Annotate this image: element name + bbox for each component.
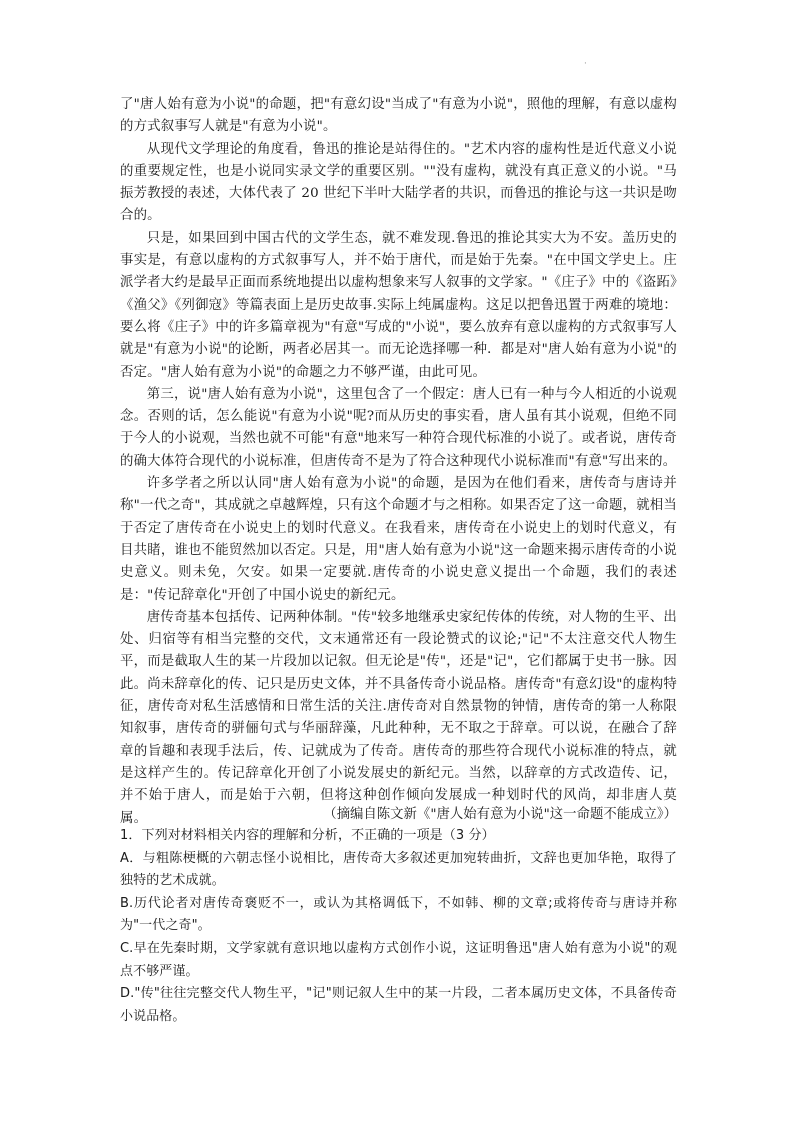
option-c: C.早在先秦时期，文学家就有意识地以虚构方式创作小说，这证明鲁迅"唐人始有意为小说"的观点不够严谨。 bbox=[120, 940, 677, 979]
article-body bbox=[120, 94, 677, 830]
article-paragraph: 唐传奇基本包括传、记两种体制。"传"较多地继承史家纪传体的传统，对人物的生平、出处、归宿等有相当完整的交代，文末通常还有一段论赞式的议论;"记"不太注意交代人物生平，而是截取人生的某一片段加以记叙。但无论是"传"，还是"记"，它们都属于史书一脉。因此。尚未辞章化的传、记只是历史文体，并不具备传奇小说品格。唐传奇"有意幻设"的虚构特征，唐传奇对私生活感情和日常生活的关注.唐传奇对自然景物的钟情，唐传奇的第一人称限知叙事，唐传奇的骈俪句式与华丽辞藻，凡此种种，无不取之于辞章。可以说，在融合了辞章的旨趣和表现手法后，传、记就成为了传奇。唐传奇的那些符合现代小说标准的特点，就是这样产生的。传记辞章化开创了小说发展史的新纪元。当然，以辞章的方式改造传、记，并不始于唐人，而是始于六朝，但将这种创作倾向发展成一种划时代的风尚，却非唐人莫属。 bbox=[120, 609, 677, 826]
article-source: （摘编自陈文新《"唐人始有意为小说"这一命题不能成立》） bbox=[323, 807, 677, 822]
article-paragraph: 只是，如果回到中国古代的文学生态，就不难发现.鲁迅的推论其实大为不安。盖历史的事实是，有意以虚构的方式叙事写人，并不始于唐代，而是始于先秦。"在中国文学史上。庄派学者大约是最早正面而系统地提出以虚构想象来写人叙事的文学家。"《庄子》中的《盗跖》《渔父》《列御寇》等篇表面上是历史故事.实际上纯属虚构。这足以把鲁迅置于两难的境地：要么将《庄子》中的许多篇章视为"有意"写成的"小说"，要么放弃有意以虚构的方式叙事写人就是"有意为小说"的论断，两者必居其一。而无论选择哪一种．都是对"唐人始有意为小说"的否定。"唐人始有意为小说"的命题之力不够严谨，由此可见。 bbox=[120, 230, 677, 380]
page-mark: · bbox=[584, 59, 587, 69]
article-paragraph: 了"唐人始有意为小说"的命题，把"有意幻设"当成了"有意为小说"，照他的理解，有意以虚构的方式叙事写人就是"有意为小说"。 bbox=[120, 97, 677, 135]
question-block bbox=[120, 825, 677, 1028]
option-d: D."传"往往完整交代人物生平，"记"则记叙人生中的某一片段，二者本属历史文体，不具备传奇小说品格。 bbox=[120, 986, 677, 1024]
article-paragraph: 第三，说"唐人始有意为小说"，这里包含了一个假定：唐人已有一种与今人相近的小说观念。否则的话，怎么能说"有意为小说"呢?而从历史的事实看，唐人虽有其小说观，但绝不同于今人的小说观，当然也就不可能"有意"地来写一种符合现代标准的小说了。或者说，唐传奇的确大体符合现代的小说标准，但唐传奇不是为了符合这种现代小说标准而"有意"写出来的。 bbox=[120, 386, 677, 469]
option-a: A．与粗陈梗概的六朝志怪小说相比，唐传奇大多叙述更加宛转曲折，文辞也更加华艳，取得了独特的艺术成就。 bbox=[120, 850, 677, 889]
question-stem: 1．下列对材料相关内容的理解和分析，不正确的一项是（3 分） bbox=[120, 828, 495, 843]
option-b: B.历代论者对唐传奇褒贬不一，或认为其格调低下，不如韩、柳的文章;或将传奇与唐诗并称为"一代之奇"。 bbox=[120, 895, 677, 934]
article-paragraph: 许多学者之所以认同"唐人始有意为小说"的命题，是因为在他们看来，唐传奇与唐诗并称"一代之奇"，其成就之卓越辉煌，只有这个命题才与之相称。如果否定了这一命题，就相当于否定了唐传奇在小说史上的划时代意义。在我看来，唐传奇在小说史上的划时代意义，有目共睹，谁也不能贸然加以否定。只是，用"唐人始有意为小说"这一命题来揭示唐传奇的小说史意义。则未免，欠安。如果一定要就.唐传奇的小说史意义提出一个命题，我们的表述是："传记辞章化"开创了中国小说史的新纪元。 bbox=[120, 476, 677, 603]
article-paragraph: 从现代文学理论的角度看，鲁迅的推论是站得住的。"艺术内容的虚构性是近代意义小说的重要规定性，也是小说同实录文学的重要区别。""没有虚构，就没有真正意义的小说。"马振芳教授的表述，大体代表了 20 世纪下半叶大陆学者的共识，而鲁迅的推论与这一共识是吻合的。 bbox=[120, 141, 677, 224]
